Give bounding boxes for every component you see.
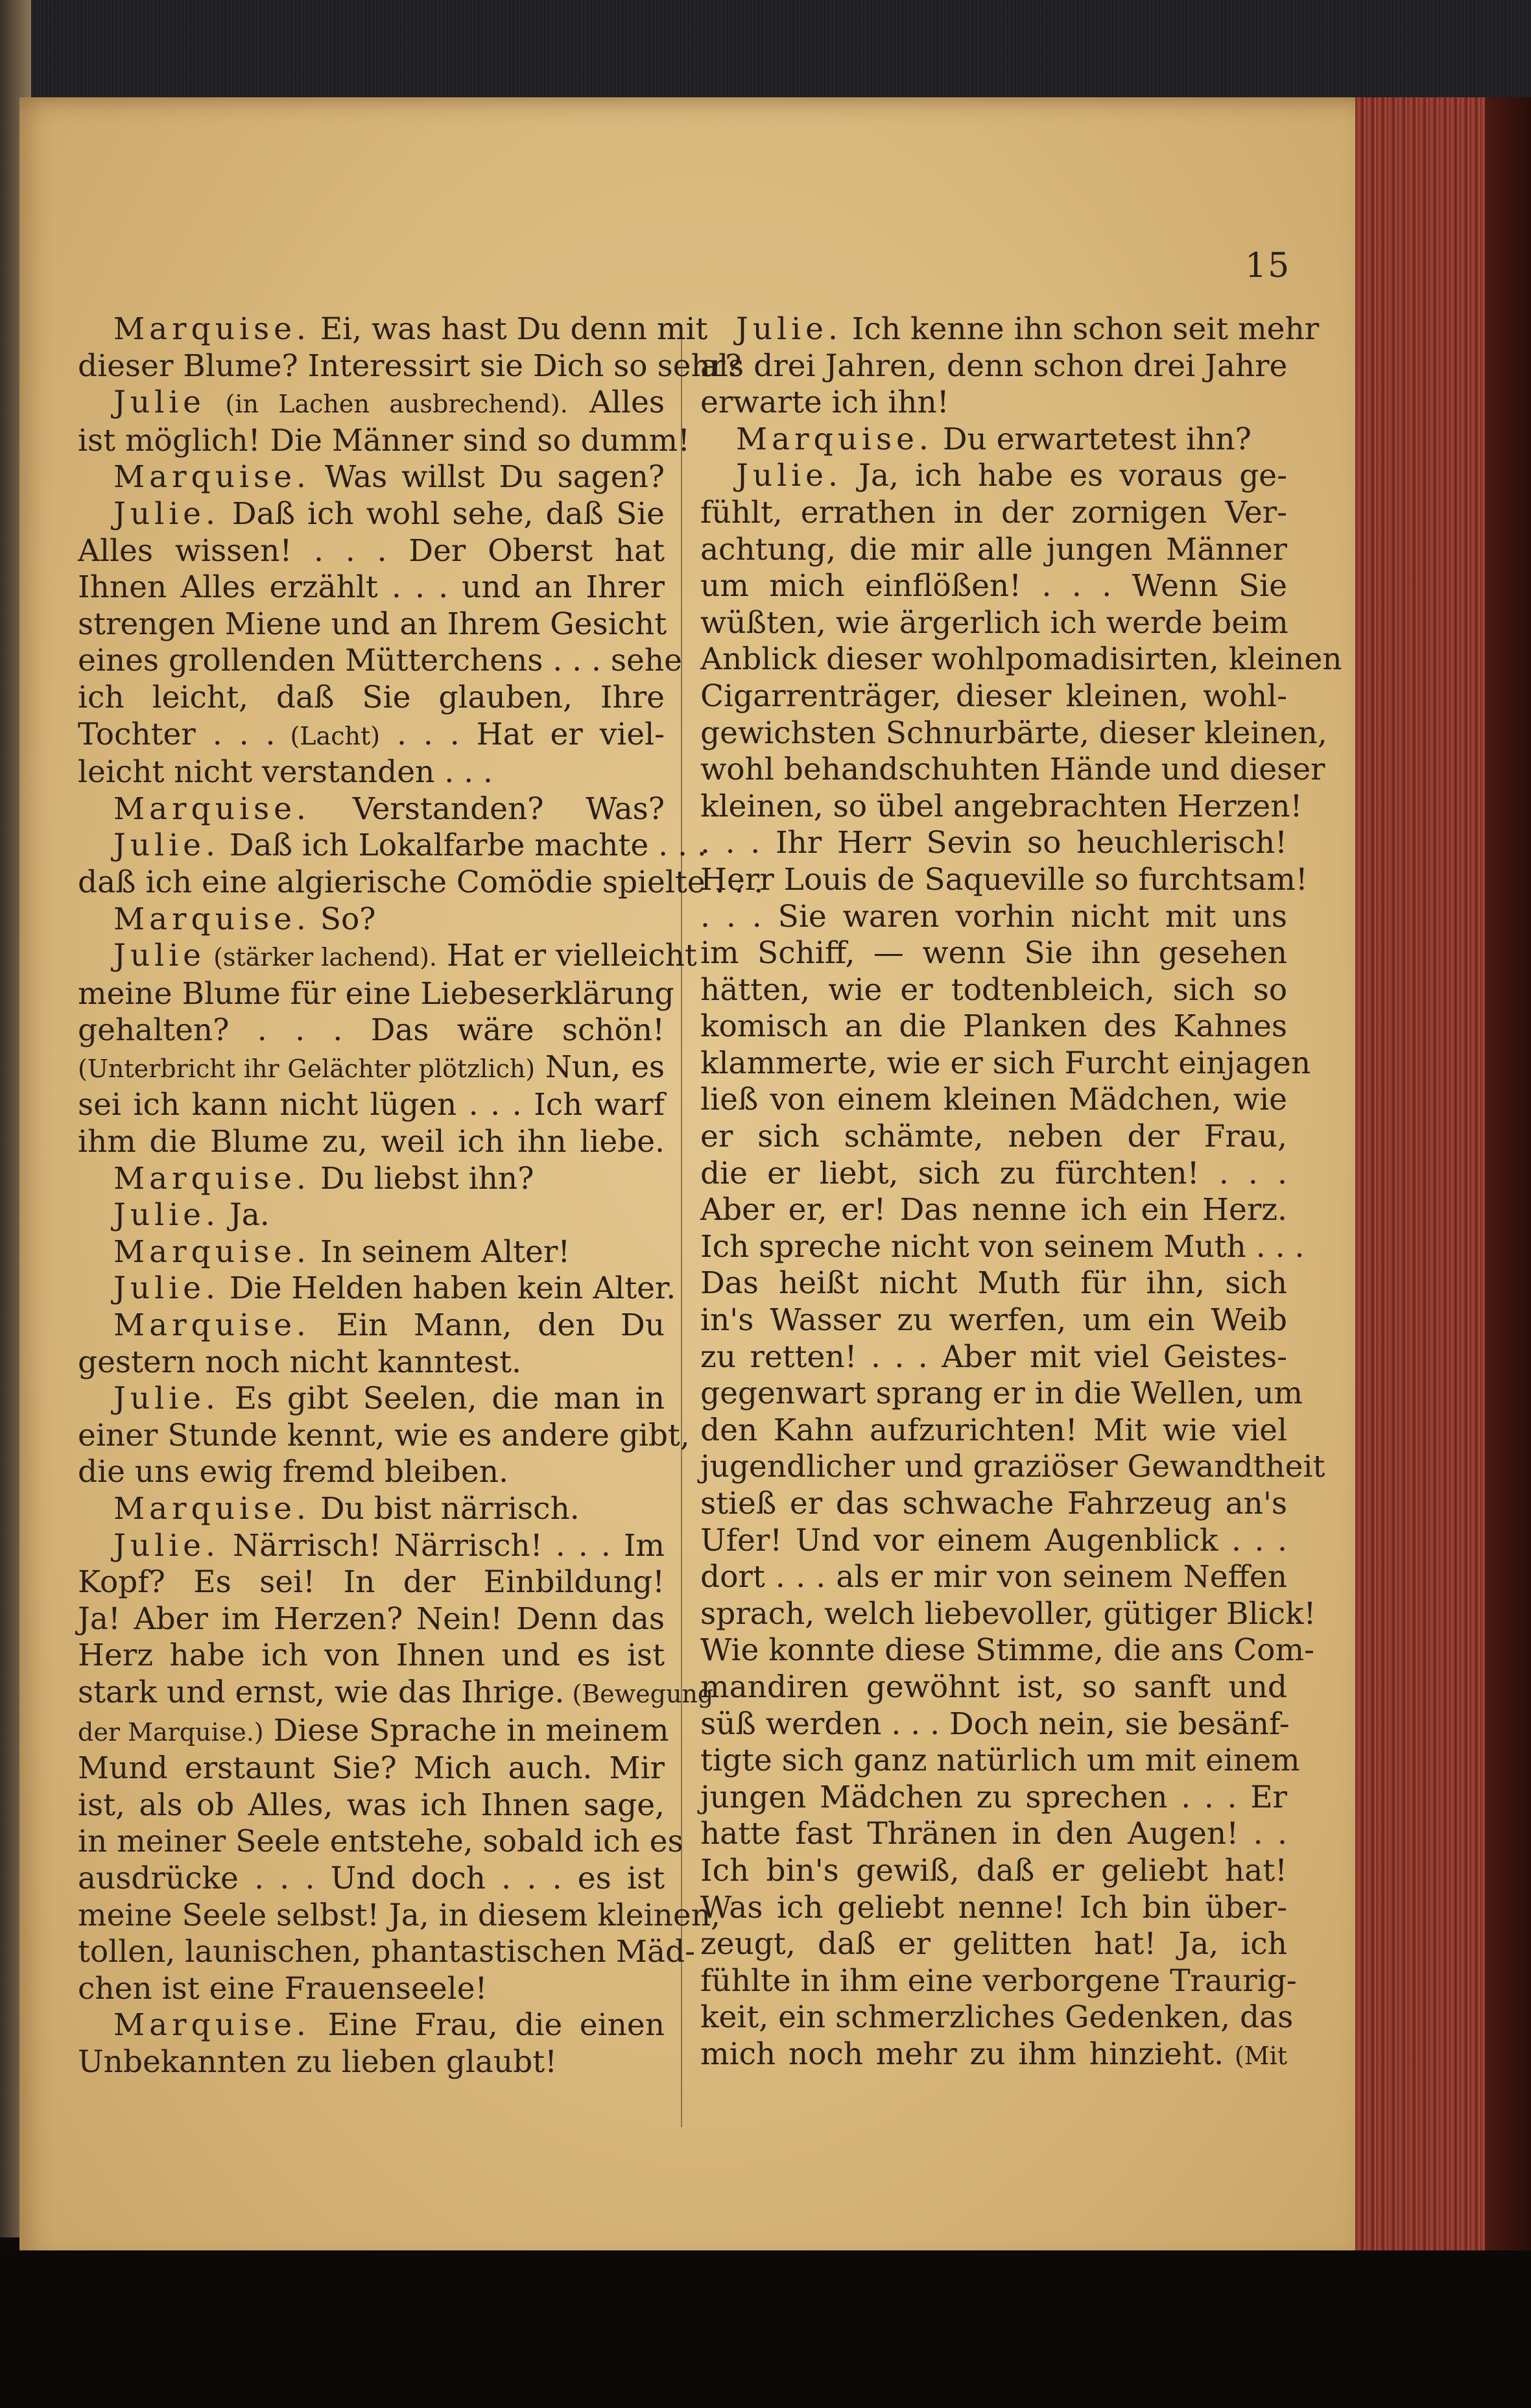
line-text: komisch an die Planken des Kahnes bbox=[700, 1008, 1287, 1045]
text-line bbox=[78, 643, 682, 680]
text-line bbox=[700, 311, 1320, 348]
text-line bbox=[78, 1564, 665, 1601]
line-text: Hat er vielleicht bbox=[437, 938, 697, 974]
text-line bbox=[78, 385, 665, 423]
left-text-column bbox=[78, 311, 764, 2081]
line-text: Ein Mann, den Du bbox=[310, 1307, 665, 1344]
text-line bbox=[700, 1780, 1287, 1817]
line-text: sei ich kann nicht lügen . . . Ich warf bbox=[78, 1087, 665, 1123]
page-number: 15 bbox=[1245, 246, 1291, 285]
stage-direction: (in Lachen ausbrechend). bbox=[206, 390, 568, 419]
line-text: wüßten, wie ärgerlich ich werde beim bbox=[700, 604, 1288, 641]
text-line bbox=[78, 1787, 665, 1824]
line-text: hätten, wie er todtenbleich, sich so bbox=[700, 972, 1287, 1008]
line-text: ich leicht, daß Sie glauben, Ihre bbox=[78, 679, 665, 715]
line-text: Ich kenne ihn schon seit mehr bbox=[842, 311, 1320, 347]
speaker-name: Julie. bbox=[113, 495, 220, 532]
text-line bbox=[700, 1743, 1300, 1780]
speaker-name: Julie. bbox=[113, 1527, 220, 1564]
line-text: strengen Miene und an Ihrem Gesicht bbox=[78, 606, 667, 642]
text-line bbox=[700, 1632, 1314, 1669]
line-text: um mich einflößen! . . . Wenn Sie bbox=[700, 568, 1287, 604]
line-text: mandiren gewöhnt ist, so sanft und bbox=[700, 1669, 1287, 1705]
line-text: kleinen, so übel angebrachten Herzen! bbox=[700, 788, 1303, 824]
line-text: hatte fast Thränen in den Augen! . . bbox=[700, 1816, 1287, 1852]
text-line bbox=[78, 311, 708, 348]
line-text: mich noch mehr zu ihm hinzieht. bbox=[700, 2036, 1224, 2072]
line-text: als drei Jahren, denn schon drei Jahre bbox=[700, 348, 1288, 384]
line-text: einer Stunde kennt, wie es andere gibt, bbox=[78, 1417, 690, 1453]
speaker-name: Marquise. bbox=[113, 311, 311, 347]
text-line bbox=[78, 348, 742, 385]
text-line bbox=[700, 752, 1325, 789]
text-line bbox=[78, 496, 665, 533]
text-line bbox=[78, 680, 665, 717]
line-text: Diese Sprache in meinem bbox=[263, 1712, 669, 1748]
text-line bbox=[78, 938, 697, 976]
line-text: tigte sich ganz natürlich um mit einem bbox=[700, 1743, 1300, 1779]
speaker-name: Marquise. bbox=[736, 421, 933, 457]
line-text: Was ich geliebt nenne! Ich bin über- bbox=[700, 1889, 1287, 1925]
text-line bbox=[700, 1008, 1287, 1045]
text-line bbox=[700, 1413, 1287, 1449]
text-line bbox=[700, 1082, 1287, 1119]
line-text: Du liebst ihn? bbox=[310, 1160, 534, 1197]
text-line bbox=[78, 901, 665, 938]
line-text: er sich schämte, neben der Frau, bbox=[700, 1119, 1287, 1155]
speaker-name: Marquise. bbox=[113, 1234, 311, 1270]
text-line bbox=[700, 532, 1287, 569]
text-line bbox=[78, 1012, 665, 1049]
line-text: gehalten? . . . Das wäre schön! bbox=[78, 1012, 665, 1049]
line-text: stieß er das schwache Fahrzeug an's bbox=[700, 1486, 1287, 1521]
speaker-name: Marquise. bbox=[113, 791, 311, 827]
line-text: süß werden . . . Doch nein, sie besänf- bbox=[700, 1706, 1290, 1742]
line-text: in's Wasser zu werfen, um ein Weib bbox=[700, 1302, 1287, 1339]
line-text: Du erwartetest ihn? bbox=[932, 421, 1252, 457]
text-line bbox=[78, 1234, 665, 1271]
line-text: jugendlicher und graziöser Gewandtheit bbox=[700, 1449, 1325, 1485]
line-text: Aber er, er! Das nenne ich ein Herz. bbox=[700, 1192, 1287, 1228]
line-text: Ich spreche nicht von seinem Muth . . . bbox=[700, 1228, 1305, 1265]
line-text: keit, ein schmerzliches Gedenken, das bbox=[700, 1999, 1294, 2036]
book-cover-edge bbox=[1485, 97, 1531, 2263]
text-line bbox=[700, 1192, 1287, 1229]
speaker-name: Julie. bbox=[736, 458, 842, 494]
line-text: Unbekannten zu lieben glaubt! bbox=[78, 2044, 557, 2080]
text-line bbox=[700, 825, 1287, 862]
line-text: Daß ich Lokalfarbe machte . . . bbox=[219, 828, 707, 864]
speaker-name: Julie. bbox=[113, 1381, 220, 1417]
text-line bbox=[78, 1049, 665, 1088]
text-line bbox=[700, 1523, 1287, 1560]
text-line bbox=[78, 1454, 665, 1491]
line-text: Alles bbox=[567, 385, 665, 421]
text-line bbox=[78, 422, 690, 460]
line-text: fühlt, errathen in der zornigen Ver- bbox=[700, 494, 1287, 530]
line-text: Ja. bbox=[219, 1197, 270, 1234]
text-line bbox=[700, 715, 1327, 752]
speaker-name: Marquise. bbox=[113, 1307, 311, 1344]
line-text: So? bbox=[310, 901, 376, 937]
text-line bbox=[78, 569, 665, 606]
text-line bbox=[78, 1934, 695, 1971]
line-text: . . . Ihr Herr Sevin so heuchlerisch! bbox=[700, 825, 1287, 861]
text-line bbox=[700, 861, 1308, 899]
line-text: daß ich eine algierische Comödie spielte . . . bbox=[78, 864, 764, 900]
line-text: Närrisch! Närrisch! . . . Im bbox=[219, 1527, 665, 1564]
text-line bbox=[78, 1712, 669, 1751]
line-text: chen ist eine Frauenseele! bbox=[78, 1970, 488, 2007]
text-line bbox=[700, 899, 1287, 936]
line-text: zu retten! . . . Aber mit viel Geistes- bbox=[700, 1339, 1287, 1375]
line-text: ist, als ob Alles, was ich Ihnen sage, bbox=[78, 1787, 665, 1823]
text-line bbox=[700, 605, 1287, 642]
line-text: meine Seele selbst! Ja, in diesem kleinen, bbox=[78, 1897, 720, 1933]
line-text: jungen Mädchen zu sprechen . . . Er bbox=[700, 1779, 1287, 1815]
line-text: Daß ich wohl sehe, daß Sie bbox=[219, 495, 665, 532]
text-line bbox=[78, 1417, 690, 1455]
line-text: Ufer! Und vor einem Augenblick . . . bbox=[700, 1522, 1287, 1558]
text-line bbox=[700, 1265, 1287, 1302]
line-text: sprach, welch liebevoller, gütiger Blick! bbox=[700, 1595, 1316, 1632]
line-text: ausdrücke . . . Und doch . . . es ist bbox=[78, 1860, 665, 1896]
line-text: gegenwart sprang er in die Wellen, um bbox=[700, 1376, 1303, 1412]
text-line bbox=[700, 935, 1287, 972]
line-text: Eine Frau, die einen bbox=[310, 2007, 665, 2044]
stage-direction: der Marquise.) bbox=[78, 1717, 264, 1746]
text-line bbox=[700, 1853, 1287, 1890]
text-line bbox=[700, 1449, 1325, 1486]
line-text: Du bist närrisch. bbox=[310, 1491, 580, 1527]
text-line bbox=[78, 864, 764, 901]
line-text: Anblick dieser wohlpomadisirten, kleinen bbox=[700, 641, 1342, 678]
text-line bbox=[78, 459, 665, 496]
text-line bbox=[78, 2007, 665, 2044]
text-line bbox=[700, 1228, 1305, 1266]
line-text: fühlte in ihm eine verborgene Traurig- bbox=[700, 1962, 1297, 1999]
line-text: Die Helden haben kein Alter. bbox=[219, 1270, 676, 1307]
text-line bbox=[78, 1528, 665, 1565]
line-text: dieser Blume? Interessirt sie Dich so sehr? bbox=[78, 348, 742, 384]
text-line bbox=[78, 1161, 665, 1198]
line-text: Ei, was hast Du denn mit bbox=[310, 311, 708, 347]
text-line bbox=[78, 2044, 665, 2081]
stage-direction: (Bewegung bbox=[564, 1679, 714, 1708]
speaker-name: Marquise. bbox=[113, 459, 311, 495]
text-line bbox=[700, 1559, 1287, 1596]
text-line bbox=[78, 1897, 720, 1935]
line-text: klammerte, wie er sich Furcht einjagen bbox=[700, 1045, 1311, 1081]
text-line bbox=[78, 975, 674, 1013]
text-line bbox=[700, 348, 1287, 385]
line-text: stark und ernst, wie das Ihrige. bbox=[78, 1674, 565, 1710]
speaker-name: Julie bbox=[113, 938, 206, 974]
line-text: Ihnen Alles erzählt . . . und an Ihrer bbox=[78, 569, 665, 606]
text-line bbox=[78, 1491, 665, 1528]
line-text: die er liebt, sich zu fürchten! . . . bbox=[700, 1155, 1287, 1191]
text-line bbox=[78, 1750, 665, 1787]
line-text: In seinem Alter! bbox=[310, 1234, 571, 1270]
text-line bbox=[78, 1971, 665, 2008]
text-line bbox=[700, 385, 1287, 422]
text-line bbox=[700, 458, 1287, 495]
text-line bbox=[78, 1124, 665, 1161]
text-line bbox=[78, 533, 665, 570]
text-line bbox=[700, 641, 1342, 678]
text-line bbox=[700, 1816, 1287, 1853]
speaker-name: Marquise. bbox=[113, 2007, 311, 2044]
text-line bbox=[700, 568, 1287, 605]
line-text: Tochter . . . bbox=[78, 716, 276, 752]
text-line bbox=[700, 788, 1303, 826]
stage-direction: (Mit bbox=[1224, 2041, 1287, 2070]
line-text: Alles wissen! . . . Der Oberst hat bbox=[78, 532, 665, 569]
line-text: Ja, ich habe es voraus ge- bbox=[842, 458, 1287, 494]
text-line bbox=[700, 1302, 1287, 1339]
text-line bbox=[78, 1638, 665, 1675]
text-line bbox=[700, 1962, 1297, 2000]
speaker-name: Julie bbox=[113, 385, 206, 421]
text-line bbox=[700, 495, 1287, 532]
line-text: im Schiff, — wenn Sie ihn gesehen bbox=[700, 935, 1287, 972]
text-line bbox=[700, 1890, 1287, 1927]
text-line bbox=[78, 1307, 665, 1344]
text-line bbox=[700, 1045, 1311, 1082]
line-text: achtung, die mir alle jungen Männer bbox=[700, 531, 1287, 567]
line-text: . . . Hat er viel- bbox=[380, 716, 665, 752]
line-text: erwarte ich ihn! bbox=[700, 385, 949, 421]
speaker-name: Marquise. bbox=[113, 1160, 311, 1197]
text-line bbox=[700, 1486, 1287, 1523]
line-text: meine Blume für eine Liebeserklärung bbox=[78, 975, 674, 1012]
line-text: wohl behandschuhten Hände und dieser bbox=[700, 752, 1325, 788]
line-text: ließ von einem kleinen Mädchen, wie bbox=[700, 1082, 1287, 1118]
text-line bbox=[700, 422, 1287, 459]
text-line bbox=[78, 1087, 665, 1124]
text-line bbox=[78, 1270, 676, 1307]
line-text: Ich bin's gewiß, daß er geliebt hat! bbox=[700, 1852, 1287, 1889]
line-text: Herz habe ich von Ihnen und es ist bbox=[78, 1638, 665, 1674]
text-line bbox=[700, 1669, 1287, 1706]
line-text: Es gibt Seelen, die man in bbox=[219, 1381, 665, 1417]
text-line bbox=[78, 1674, 714, 1713]
line-text: leicht nicht verstanden . . . bbox=[78, 754, 493, 791]
line-text: Nun, es bbox=[535, 1049, 665, 1085]
line-text: Wie konnte diese Stimme, die ans Com- bbox=[700, 1632, 1314, 1669]
text-line bbox=[700, 1706, 1290, 1743]
background-shadow bbox=[0, 2250, 1531, 2408]
text-line bbox=[700, 1926, 1287, 1963]
line-text: Cigarrenträger, dieser kleinen, wohl- bbox=[700, 678, 1287, 714]
text-line bbox=[78, 1601, 665, 1638]
speaker-name: Julie. bbox=[113, 1270, 220, 1307]
line-text: gewichsten Schnurbärte, dieser kleinen, bbox=[700, 715, 1327, 751]
stage-direction: (Lacht) bbox=[275, 721, 381, 750]
line-text: dort . . . als er mir von seinem Neffen bbox=[700, 1559, 1287, 1595]
line-text: Ja! Aber im Herzen? Nein! Denn das bbox=[78, 1601, 665, 1637]
text-line bbox=[700, 972, 1287, 1009]
text-line bbox=[700, 1119, 1287, 1156]
text-line bbox=[78, 1861, 665, 1898]
right-text-column bbox=[700, 311, 1342, 2075]
speaker-name: Julie. bbox=[736, 311, 842, 347]
speaker-name: Julie. bbox=[113, 1197, 220, 1234]
stage-direction: (stärker lachend). bbox=[206, 943, 438, 972]
line-text: . . . Sie waren vorhin nicht mit uns bbox=[700, 898, 1287, 935]
stage-direction: (Unterbricht ihr Gelächter plötzlich) bbox=[78, 1054, 536, 1083]
line-text: die uns ewig fremd bleiben. bbox=[78, 1454, 508, 1490]
line-text: ist möglich! Die Männer sind so dumm! bbox=[78, 422, 690, 459]
text-line bbox=[78, 606, 665, 643]
book-cover-cloth bbox=[0, 0, 1531, 97]
line-text: ihm die Blume zu, weil ich ihn liebe. bbox=[78, 1124, 665, 1160]
text-line bbox=[700, 1156, 1287, 1193]
line-text: Was willst Du sagen? bbox=[310, 459, 665, 495]
line-text: Herr Louis de Saqueville so furchtsam! bbox=[700, 861, 1308, 898]
line-text: den Kahn aufzurichten! Mit wie viel bbox=[700, 1412, 1287, 1448]
speaker-name: Julie. bbox=[113, 828, 220, 864]
text-line bbox=[78, 1197, 665, 1234]
text-line bbox=[78, 754, 665, 791]
line-text: zeugt, daß er gelitten hat! Ja, ich bbox=[700, 1926, 1287, 1962]
speaker-name: Marquise. bbox=[113, 1491, 311, 1527]
text-line bbox=[700, 1339, 1287, 1376]
text-line bbox=[700, 678, 1287, 715]
line-text: eines grollenden Mütterchens . . . sehe bbox=[78, 643, 682, 679]
speaker-name: Marquise. bbox=[113, 901, 311, 937]
line-text: tollen, launischen, phantastischen Mäd- bbox=[78, 1934, 695, 1970]
line-text: Verstanden? Was? bbox=[310, 791, 665, 827]
line-text: in meiner Seele entstehe, sobald ich es bbox=[78, 1824, 683, 1860]
line-text: Mund erstaunt Sie? Mich auch. Mir bbox=[78, 1750, 665, 1787]
line-text: Kopf? Es sei! In der Einbildung! bbox=[78, 1564, 665, 1601]
line-text: gestern noch nicht kanntest. bbox=[78, 1344, 521, 1380]
line-text: Das heißt nicht Muth für ihn, sich bbox=[700, 1265, 1287, 1302]
text-line bbox=[78, 1824, 683, 1861]
text-line bbox=[78, 828, 707, 864]
text-line bbox=[700, 1999, 1294, 2036]
text-line bbox=[78, 1344, 665, 1381]
text-line bbox=[700, 2036, 1287, 2075]
text-line bbox=[78, 717, 665, 755]
text-line bbox=[700, 1376, 1303, 1413]
text-line bbox=[700, 1595, 1316, 1633]
text-line bbox=[78, 1381, 665, 1418]
text-line bbox=[78, 791, 665, 828]
